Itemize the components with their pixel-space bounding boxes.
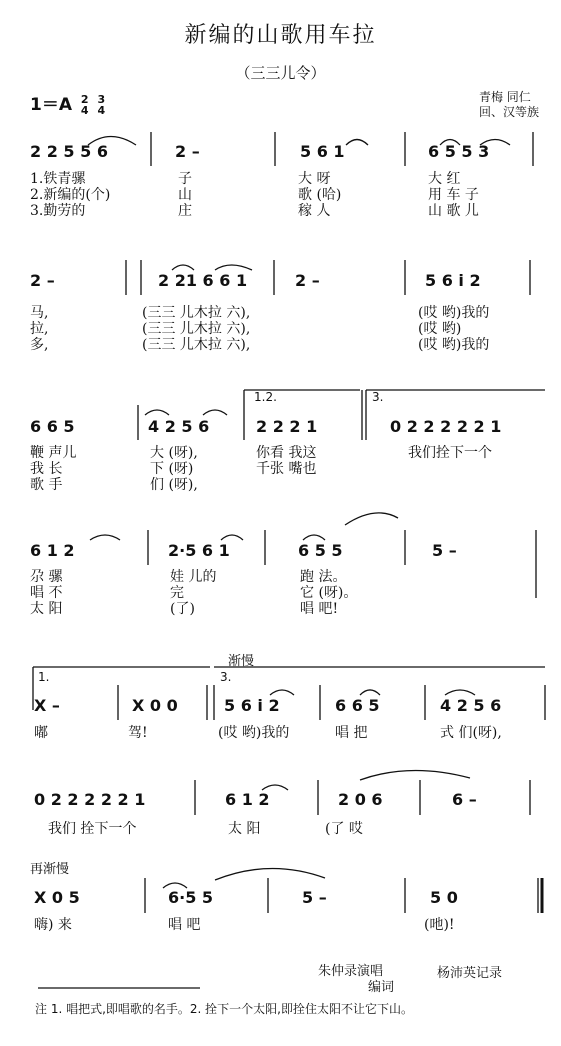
s2-m3-notes: 2 –	[295, 271, 320, 290]
s4-verse2: 唱 不 完 它 (呀)。	[30, 585, 358, 601]
credit-performer: 朱仲录演唱	[318, 964, 384, 979]
time-sig-1: 2 4	[80, 93, 89, 117]
s5-m1-notes: X –	[34, 696, 60, 715]
s2-verse1: 马, (三三 儿木拉 六), (哎 哟)我的	[30, 305, 490, 321]
s3-m1-notes: 6 6 5	[30, 417, 75, 436]
credit-recorder: 杨沛英记录	[437, 966, 503, 981]
s7-lyric-4: (吔)!	[424, 917, 455, 933]
s2-verse3: 多, (三三 儿木拉 六), (哎 哟)我的	[30, 337, 490, 353]
s6-m4-notes: 6 –	[452, 790, 477, 809]
s5-m5-notes: 4 2 5 6	[440, 696, 502, 715]
s7-m3-notes: 5 –	[302, 888, 327, 907]
s7-m2-notes: 6·5 5	[168, 888, 214, 907]
s4-m3-notes: 6 5 5	[298, 541, 343, 560]
song-subtitle: （三三儿令）	[235, 64, 326, 82]
s2-verse2: 拉, (三三 儿木拉 六), (哎 哟)	[30, 321, 462, 337]
time-sig-2: 3 4	[97, 93, 106, 117]
s7-lyric-1: 嗨) 来	[34, 917, 72, 933]
volta-1: 1.	[38, 670, 50, 684]
s2-m4-notes: 5 6 i 2	[425, 271, 481, 290]
s7-m1-notes: X 0 5	[34, 888, 80, 907]
song-title: 新编的山歌用车拉	[184, 23, 377, 48]
s2-m2-notes: 2 21 6 6 1	[158, 271, 248, 290]
s1-verse3: 3.勤劳的 庄 稼 人 山 歌 儿	[30, 203, 479, 219]
credit-lyricist: 编词	[368, 980, 395, 995]
s1-m1-notes: 2 2 5 5 6	[30, 142, 108, 161]
s5-lyric-2: 驾!	[128, 725, 148, 741]
s6-lyric-1: 我们 拴下一个	[48, 821, 137, 837]
s4-verse3: 太 阳 (了) 唱 吧!	[30, 601, 339, 617]
s3-m3-notes: 2 2 2 1	[256, 417, 318, 436]
s7-lyric-2: 唱 吧	[168, 917, 201, 933]
s6-lyric-2: 太 阳	[228, 821, 261, 837]
s4-m1-notes: 6 1 2	[30, 541, 75, 560]
s5-lyric-4: 唱 把	[335, 725, 368, 741]
s1-m4-notes: 6 5 5 3	[428, 142, 490, 161]
s1-m2-notes: 2 –	[175, 142, 200, 161]
s5-lyric-3: (哎 哟)我的	[218, 725, 290, 741]
s3-m4-notes: 0 2 2 2 2 2 1	[390, 417, 502, 436]
volta-3: 3.	[372, 390, 384, 404]
s3-verse1: 鞭 声儿 大 (呀), 你看 我这 我们拴下一个	[30, 445, 492, 461]
s1-m3-notes: 5 6 1	[300, 142, 345, 161]
key-label: 1＝A	[30, 95, 72, 115]
s5-lyric-1: 嘟	[34, 725, 48, 741]
s6-m1-notes: 0 2 2 2 2 2 1	[34, 790, 146, 809]
s3-m2-notes: 4 2 5 6	[148, 417, 210, 436]
s5-m2-notes: X 0 0	[132, 696, 178, 715]
s5-m3-notes: 5 6 i 2	[224, 696, 280, 715]
s5-lyric-5: 式 们(呀),	[440, 725, 502, 741]
volta-3b: 3.	[220, 670, 232, 684]
s4-verse1: 尕 骡 娃 儿的 跑 法。	[30, 569, 347, 585]
s4-m4-notes: 5 –	[432, 541, 457, 560]
s1-verse2: 2.新编的(个) 山 歌 (哈) 用 车 子	[30, 187, 479, 203]
tempo-zaijianman: 再渐慢	[30, 862, 70, 877]
s7-m4-notes: 5 0	[430, 888, 458, 907]
s4-m2-notes: 2·5 6 1	[168, 541, 230, 560]
s5-m4-notes: 6 6 5	[335, 696, 380, 715]
s2-m1-notes: 2 –	[30, 271, 55, 290]
volta-1-2: 1.2.	[254, 390, 277, 404]
s6-m2-notes: 6 1 2	[225, 790, 270, 809]
s3-verse2: 我 长 下 (呀) 千张 嘴也	[30, 461, 317, 477]
tempo-jianman: 渐慢	[228, 654, 255, 669]
s3-verse3: 歌 手 们 (呀),	[30, 477, 198, 493]
footnote: 注 1. 唱把式,即唱歌的名手。2. 拴下一个太阳,即拴住太阳不让它下山。	[35, 1002, 413, 1016]
s6-m3-notes: 2 0 6	[338, 790, 383, 809]
s6-lyric-3: (了 哎	[325, 821, 363, 837]
s1-verse1: 1.铁青骡 子 大 呀 大 红	[30, 171, 461, 187]
author-line-1: 青梅 同仁	[478, 90, 531, 104]
author-line-2: 回、汉等族	[478, 105, 539, 119]
